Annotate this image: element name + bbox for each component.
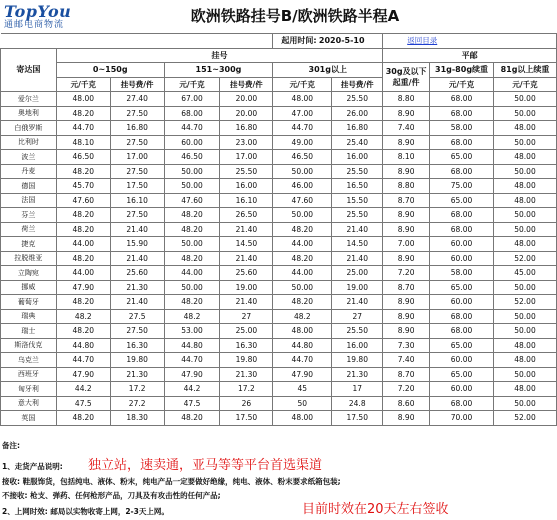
price-cell: 46.50 xyxy=(273,150,332,165)
price-cell: 21.30 xyxy=(110,367,164,382)
table-row xyxy=(1,92,557,107)
price-cell: 48.20 xyxy=(273,251,332,266)
price-cell: 44.2 xyxy=(164,382,220,397)
table-row xyxy=(1,179,557,194)
country-cell: 爱尔兰 xyxy=(1,92,57,107)
price-cell: 25.50 xyxy=(332,92,383,107)
price-cell: 48.00 xyxy=(494,382,557,397)
price-cell: 21.30 xyxy=(332,367,383,382)
table-row xyxy=(1,295,557,310)
flat-header: 平邮 xyxy=(383,48,557,63)
price-cell: 44.00 xyxy=(273,266,332,281)
price-cell: 21.40 xyxy=(220,251,273,266)
table-row xyxy=(1,208,557,223)
price-cell: 48.00 xyxy=(494,338,557,353)
price-cell: 8.70 xyxy=(383,367,430,382)
price-cell: 48.20 xyxy=(56,411,110,426)
date-cell xyxy=(273,34,383,49)
country-cell: 拉脱维亚 xyxy=(1,251,57,266)
price-cell: 48.20 xyxy=(56,164,110,179)
price-cell: 21.30 xyxy=(110,280,164,295)
price-cell: 25.50 xyxy=(220,164,273,179)
price-cell: 50.00 xyxy=(164,164,220,179)
price-cell: 65.00 xyxy=(430,280,494,295)
price-cell: 60.00 xyxy=(430,237,494,252)
price-cell: 48.20 xyxy=(273,222,332,237)
price-cell: 17.2 xyxy=(220,382,273,397)
price-cell: 44.70 xyxy=(273,121,332,136)
date-value: 2020-5-10 xyxy=(318,36,365,46)
country-cell: 乌克兰 xyxy=(1,353,57,368)
price-cell: 50.00 xyxy=(494,309,557,324)
price-cell: 26.00 xyxy=(332,106,383,121)
price-cell: 48.20 xyxy=(56,106,110,121)
price-cell: 48.20 xyxy=(273,295,332,310)
price-cell: 27.5 xyxy=(110,309,164,324)
price-cell: 68.00 xyxy=(430,135,494,150)
price-cell: 21.40 xyxy=(332,222,383,237)
header-row-3 xyxy=(1,77,557,92)
price-cell: 8.90 xyxy=(383,208,430,223)
price-cell: 16.10 xyxy=(110,193,164,208)
price-cell: 8.70 xyxy=(383,193,430,208)
price-cell: 8.90 xyxy=(383,135,430,150)
price-cell: 20.00 xyxy=(220,106,273,121)
price-cell: 16.00 xyxy=(332,338,383,353)
price-cell: 8.10 xyxy=(383,150,430,165)
weight-band-3: 301g以上 xyxy=(273,63,383,78)
price-cell: 8.90 xyxy=(383,251,430,266)
page-title: 欧洲铁路挂号B/欧洲铁路半程A xyxy=(190,7,400,25)
price-cell: 67.00 xyxy=(164,92,220,107)
price-cell: 50.00 xyxy=(494,106,557,121)
price-cell: 21.40 xyxy=(220,295,273,310)
country-cell: 瑞典 xyxy=(1,309,57,324)
table-row xyxy=(1,353,557,368)
price-cell: 23.00 xyxy=(220,135,273,150)
unit-per-kg: 元/千克 xyxy=(494,77,557,92)
price-cell: 8.70 xyxy=(383,280,430,295)
price-cell: 16.30 xyxy=(220,338,273,353)
price-cell: 18.30 xyxy=(110,411,164,426)
price-cell: 8.90 xyxy=(383,295,430,310)
price-cell: 8.90 xyxy=(383,164,430,179)
logo-subtitle: 通邮电商物流 xyxy=(4,20,65,30)
price-cell: 8.90 xyxy=(383,106,430,121)
price-cell: 68.00 xyxy=(164,106,220,121)
price-cell: 48.20 xyxy=(56,295,110,310)
country-header: 寄达国 xyxy=(1,48,57,92)
price-cell: 8.90 xyxy=(383,222,430,237)
price-cell: 50.00 xyxy=(494,208,557,223)
price-cell: 47.5 xyxy=(56,396,110,411)
price-cell: 17.2 xyxy=(110,382,164,397)
table-row xyxy=(1,324,557,339)
price-cell: 58.00 xyxy=(430,121,494,136)
price-cell: 48.20 xyxy=(56,222,110,237)
table-row xyxy=(1,237,557,252)
price-cell: 17.50 xyxy=(110,179,164,194)
table-row xyxy=(1,135,557,150)
price-cell: 65.00 xyxy=(430,367,494,382)
price-cell: 48.20 xyxy=(164,295,220,310)
country-cell: 葡萄牙 xyxy=(1,295,57,310)
table-row xyxy=(1,411,557,426)
price-cell: 50.00 xyxy=(494,280,557,295)
price-cell: 7.00 xyxy=(383,237,430,252)
price-cell: 8.90 xyxy=(383,309,430,324)
weight-band-1: 0~150g xyxy=(56,63,164,78)
price-cell: 45 xyxy=(273,382,332,397)
price-cell: 19.80 xyxy=(110,353,164,368)
price-cell: 21.40 xyxy=(220,222,273,237)
unit-per-kg: 元/千克 xyxy=(273,77,332,92)
table-row xyxy=(1,251,557,266)
table-row xyxy=(1,193,557,208)
price-cell: 65.00 xyxy=(430,193,494,208)
price-cell: 24.8 xyxy=(332,396,383,411)
price-cell: 50.00 xyxy=(164,179,220,194)
price-cell: 21.40 xyxy=(110,295,164,310)
unit-per-item: 挂号费/件 xyxy=(332,77,383,92)
price-cell: 17.00 xyxy=(220,150,273,165)
notes-transit-highlight: 目前时效在20天左右签收 xyxy=(302,502,449,517)
price-cell: 52.00 xyxy=(494,251,557,266)
price-cell: 47.60 xyxy=(164,193,220,208)
price-cell: 16.10 xyxy=(220,193,273,208)
price-cell: 48.20 xyxy=(164,208,220,223)
price-cell: 16.00 xyxy=(332,150,383,165)
price-cell: 46.50 xyxy=(56,150,110,165)
price-cell: 47.5 xyxy=(164,396,220,411)
price-cell: 19.80 xyxy=(332,353,383,368)
price-cell: 14.50 xyxy=(220,237,273,252)
price-cell: 48.00 xyxy=(273,411,332,426)
price-cell: 45.70 xyxy=(56,179,110,194)
price-cell: 48.10 xyxy=(56,135,110,150)
table-row xyxy=(1,280,557,295)
price-cell: 27.50 xyxy=(110,164,164,179)
price-cell: 50.00 xyxy=(494,396,557,411)
country-cell: 波兰 xyxy=(1,150,57,165)
price-cell: 48.20 xyxy=(56,324,110,339)
price-cell: 47.00 xyxy=(273,106,332,121)
price-cell: 50.00 xyxy=(494,367,557,382)
price-cell: 27 xyxy=(332,309,383,324)
header-row-1 xyxy=(1,48,557,63)
price-cell: 25.00 xyxy=(332,266,383,281)
price-cell: 48.2 xyxy=(56,309,110,324)
country-cell: 立陶宛 xyxy=(1,266,57,281)
price-cell: 16.30 xyxy=(110,338,164,353)
price-cell: 27.40 xyxy=(110,92,164,107)
country-cell: 白俄罗斯 xyxy=(1,121,57,136)
table-row xyxy=(1,338,557,353)
price-cell: 17.00 xyxy=(110,150,164,165)
unit-per-kg: 元/千克 xyxy=(430,77,494,92)
price-cell: 44.70 xyxy=(273,353,332,368)
notes-heading: 备注: xyxy=(2,441,20,450)
price-cell: 15.90 xyxy=(110,237,164,252)
company-logo xyxy=(4,2,84,30)
logo-brand: TopYou xyxy=(4,2,72,21)
back-to-index-link[interactable]: 返回目录 xyxy=(407,36,438,46)
price-cell: 50.00 xyxy=(273,164,332,179)
table-row xyxy=(1,367,557,382)
country-cell: 斯洛伐克 xyxy=(1,338,57,353)
country-cell: 芬兰 xyxy=(1,208,57,223)
price-cell: 48.20 xyxy=(164,251,220,266)
unit-per-item: 挂号费/件 xyxy=(110,77,164,92)
price-cell: 7.20 xyxy=(383,382,430,397)
price-cell: 68.00 xyxy=(430,309,494,324)
price-cell: 50.00 xyxy=(494,164,557,179)
table-row xyxy=(1,164,557,179)
price-cell: 25.50 xyxy=(332,324,383,339)
country-cell: 匈牙利 xyxy=(1,382,57,397)
country-cell: 挪威 xyxy=(1,280,57,295)
table-row xyxy=(1,266,557,281)
price-cell: 44.80 xyxy=(273,338,332,353)
price-cell: 25.40 xyxy=(332,135,383,150)
flat-band-2: 31g-80g续重 xyxy=(430,63,494,78)
price-cell: 48.00 xyxy=(273,324,332,339)
price-cell: 75.00 xyxy=(430,179,494,194)
price-cell: 27.50 xyxy=(110,324,164,339)
table-row xyxy=(1,396,557,411)
country-cell: 法国 xyxy=(1,193,57,208)
country-cell: 瑞士 xyxy=(1,324,57,339)
notes-line-reject: 不接收: 枪支、弹药、任何枪形产品，刀具及有攻击性的任何产品; xyxy=(2,491,221,500)
price-cell: 60.00 xyxy=(430,382,494,397)
unit-per-kg: 元/千克 xyxy=(164,77,220,92)
flat-band-3: 81g以上续重 xyxy=(494,63,557,78)
price-cell: 44.80 xyxy=(56,338,110,353)
price-cell: 47.90 xyxy=(164,367,220,382)
price-cell: 68.00 xyxy=(430,324,494,339)
price-cell: 65.00 xyxy=(430,150,494,165)
price-cell: 17 xyxy=(332,382,383,397)
header-row-2 xyxy=(1,63,557,78)
price-cell: 48.2 xyxy=(273,309,332,324)
price-cell: 44.70 xyxy=(164,121,220,136)
price-cell: 25.60 xyxy=(220,266,273,281)
price-cell: 46.50 xyxy=(164,150,220,165)
price-cell: 25.50 xyxy=(332,164,383,179)
price-cell: 48.00 xyxy=(56,92,110,107)
price-cell: 21.30 xyxy=(220,367,273,382)
price-cell: 50.00 xyxy=(164,237,220,252)
registered-header: 挂号 xyxy=(56,48,382,63)
price-cell: 68.00 xyxy=(430,92,494,107)
price-cell: 50.00 xyxy=(164,280,220,295)
price-cell: 7.20 xyxy=(383,266,430,281)
notes-channel-highlight: 独立站，速卖通，亚马等等平台首选渠道 xyxy=(88,458,323,473)
table-row xyxy=(1,222,557,237)
price-cell: 45.00 xyxy=(494,266,557,281)
price-cell: 8.60 xyxy=(383,396,430,411)
country-cell: 荷兰 xyxy=(1,222,57,237)
price-cell: 27 xyxy=(220,309,273,324)
price-cell: 26.50 xyxy=(220,208,273,223)
price-cell: 50.00 xyxy=(273,280,332,295)
price-cell: 19.80 xyxy=(220,353,273,368)
price-cell: 48.20 xyxy=(164,222,220,237)
price-cell: 47.90 xyxy=(56,280,110,295)
price-cell: 8.80 xyxy=(383,179,430,194)
price-cell: 68.00 xyxy=(430,396,494,411)
country-cell: 比利时 xyxy=(1,135,57,150)
price-cell: 8.80 xyxy=(383,92,430,107)
price-cell: 65.00 xyxy=(430,338,494,353)
price-cell: 48.00 xyxy=(494,150,557,165)
price-cell: 27.50 xyxy=(110,135,164,150)
price-cell: 7.40 xyxy=(383,121,430,136)
price-cell: 48.20 xyxy=(56,251,110,266)
price-cell: 7.40 xyxy=(383,353,430,368)
country-cell: 意大利 xyxy=(1,396,57,411)
price-cell: 48.20 xyxy=(56,208,110,223)
price-cell: 25.60 xyxy=(110,266,164,281)
price-cell: 48.2 xyxy=(164,309,220,324)
price-cell: 17.50 xyxy=(220,411,273,426)
info-row xyxy=(1,34,557,49)
price-cell: 48.00 xyxy=(494,237,557,252)
price-cell: 27.50 xyxy=(110,106,164,121)
price-cell: 48.00 xyxy=(494,193,557,208)
price-cell: 8.90 xyxy=(383,324,430,339)
price-cell: 48.00 xyxy=(494,353,557,368)
price-cell: 68.00 xyxy=(430,222,494,237)
price-cell: 47.90 xyxy=(56,367,110,382)
price-cell: 16.80 xyxy=(220,121,273,136)
price-cell: 60.00 xyxy=(430,251,494,266)
price-cell: 48.20 xyxy=(164,411,220,426)
price-cell: 47.60 xyxy=(56,193,110,208)
price-cell: 7.30 xyxy=(383,338,430,353)
price-cell: 16.80 xyxy=(332,121,383,136)
price-cell: 44.70 xyxy=(56,353,110,368)
table-row xyxy=(1,382,557,397)
price-cell: 68.00 xyxy=(430,208,494,223)
price-cell: 25.50 xyxy=(332,208,383,223)
date-label: 起用时间: xyxy=(281,36,317,46)
price-cell: 60.00 xyxy=(164,135,220,150)
price-cell: 21.40 xyxy=(332,295,383,310)
unit-per-kg: 元/千克 xyxy=(56,77,110,92)
price-cell: 49.00 xyxy=(273,135,332,150)
price-cell: 60.00 xyxy=(430,295,494,310)
price-cell: 68.00 xyxy=(430,164,494,179)
table-row xyxy=(1,150,557,165)
price-cell: 44.00 xyxy=(273,237,332,252)
price-cell: 70.00 xyxy=(430,411,494,426)
rate-table xyxy=(0,33,557,426)
price-cell: 19.00 xyxy=(332,280,383,295)
price-cell: 16.80 xyxy=(110,121,164,136)
price-cell: 27.2 xyxy=(110,396,164,411)
price-cell: 21.40 xyxy=(110,222,164,237)
country-cell: 奥地利 xyxy=(1,106,57,121)
country-cell: 捷克 xyxy=(1,237,57,252)
country-cell: 英国 xyxy=(1,411,57,426)
price-cell: 50.00 xyxy=(494,222,557,237)
price-cell: 19.00 xyxy=(220,280,273,295)
price-cell: 21.40 xyxy=(332,251,383,266)
notes-line-1: 1、走货产品说明: xyxy=(2,462,63,471)
table-row xyxy=(1,121,557,136)
price-cell: 50 xyxy=(273,396,332,411)
table-row xyxy=(1,309,557,324)
price-cell: 44.70 xyxy=(56,121,110,136)
price-cell: 44.00 xyxy=(56,266,110,281)
price-cell: 16.00 xyxy=(220,179,273,194)
unit-per-item: 挂号费/件 xyxy=(220,77,273,92)
price-cell: 26 xyxy=(220,396,273,411)
price-cell: 25.00 xyxy=(220,324,273,339)
price-cell: 44.00 xyxy=(56,237,110,252)
price-cell: 20.00 xyxy=(220,92,273,107)
price-cell: 52.00 xyxy=(494,295,557,310)
price-cell: 27.50 xyxy=(110,208,164,223)
price-cell: 47.60 xyxy=(273,193,332,208)
price-cell: 48.00 xyxy=(273,92,332,107)
price-cell: 14.50 xyxy=(332,237,383,252)
flat-band-1: 30g及以下起重/件 xyxy=(383,63,430,92)
price-cell: 50.00 xyxy=(494,92,557,107)
price-cell: 44.2 xyxy=(56,382,110,397)
price-cell: 60.00 xyxy=(430,353,494,368)
price-cell: 50.00 xyxy=(494,324,557,339)
price-cell: 44.70 xyxy=(164,353,220,368)
weight-band-2: 151~300g xyxy=(164,63,273,78)
price-cell: 17.50 xyxy=(332,411,383,426)
price-cell: 48.00 xyxy=(494,121,557,136)
price-cell: 48.00 xyxy=(494,179,557,194)
price-cell: 50.00 xyxy=(494,135,557,150)
notes-line-online: 2、上网时效: 邮局以实物收寄上网，2-3天上网。 xyxy=(2,507,169,516)
price-cell: 21.40 xyxy=(110,251,164,266)
price-cell: 44.80 xyxy=(164,338,220,353)
price-cell: 58.00 xyxy=(430,266,494,281)
price-cell: 15.50 xyxy=(332,193,383,208)
rate-rows xyxy=(1,92,557,426)
price-cell: 47.90 xyxy=(273,367,332,382)
country-cell: 西班牙 xyxy=(1,367,57,382)
price-cell: 68.00 xyxy=(430,106,494,121)
price-cell: 50.00 xyxy=(273,208,332,223)
price-cell: 46.00 xyxy=(273,179,332,194)
notes-line-accept: 接收: 鞋服饰货，包括纯电、液体、粉末，纯电产品一定要做好绝缘，纯电、液体、粉末要求纸箱包装; xyxy=(2,477,341,486)
price-cell: 16.50 xyxy=(332,179,383,194)
price-cell: 8.90 xyxy=(383,411,430,426)
country-cell: 丹麦 xyxy=(1,164,57,179)
price-cell: 44.00 xyxy=(164,266,220,281)
country-cell: 德国 xyxy=(1,179,57,194)
price-cell: 52.00 xyxy=(494,411,557,426)
price-cell: 53.00 xyxy=(164,324,220,339)
table-row xyxy=(1,106,557,121)
